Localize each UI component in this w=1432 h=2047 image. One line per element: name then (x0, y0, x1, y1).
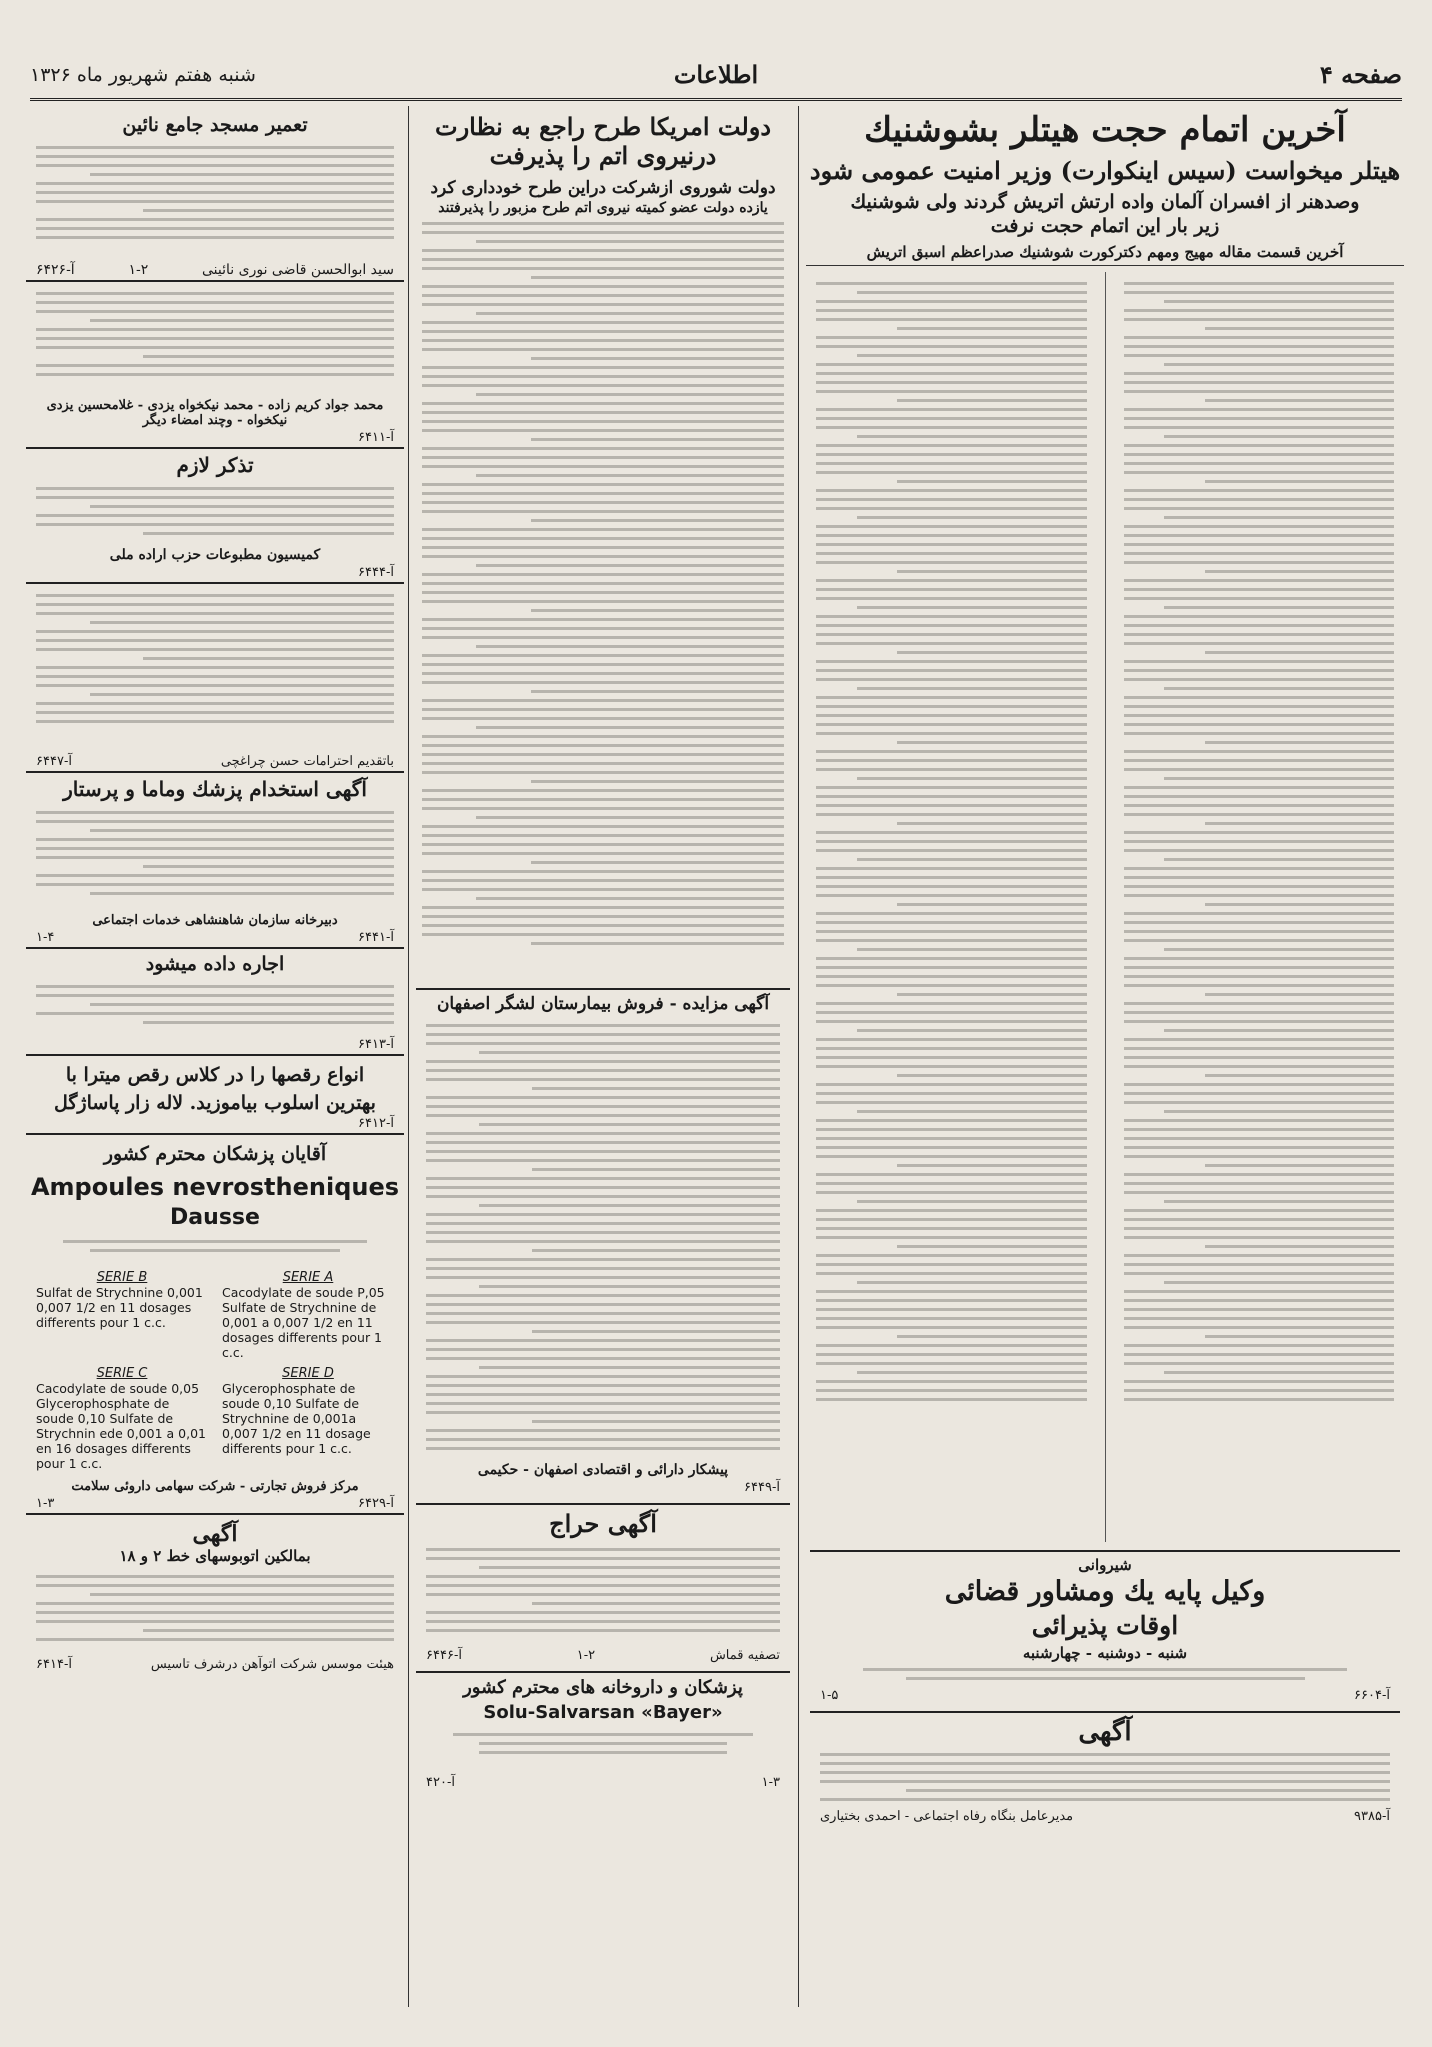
ad-title: وکیل پایه یك ومشاور قضائی (944, 1576, 1266, 1607)
ad-number: ۱-۵ (820, 1688, 839, 1703)
series-item: SERIE C Cacodylate de soude 0,05 Glycerophosphate de soude 0,10 Sulfate de Strychnin ede 0,001 a 0,01 en 16 dosages differents pour 1 c.c. (36, 1366, 206, 1471)
ad-signature: تصفیه قماش (709, 1648, 780, 1663)
notice-code: آ-۶۴۱۱ (358, 430, 394, 445)
ad-signature: مدیرعامل بنگاه رفاه اجتماعی - احمدی بختیاری (820, 1809, 1074, 1824)
ad-code: آ-۶۴۴۶ (426, 1648, 462, 1663)
ad-auction (416, 988, 790, 1497)
series-item: SERIE A Cacodylate de soude P,05 Sulfate de Strychnine de 0,001 a 0,007 1/2 en 11 dosages differents pour 1 c.c. (222, 1270, 385, 1360)
column-rule (408, 106, 409, 2007)
notice-signatories: محمد جواد کریم زاده - محمد نیکخواه یزدی - غلامحسین یزدی نیکخواه - وچند امضاء دیگر (46, 398, 384, 428)
ad-salvarsan (416, 1671, 790, 1792)
headline: دولت امریکا طرح راجع به نظارت (434, 112, 772, 141)
ad-number: ۱-۳ (761, 1775, 780, 1790)
ad-title: پزشکان و داروخانه های محترم کشور (463, 1677, 743, 1698)
ad-dance-line1: انواع رقصها را در کلاس رقص میترا با (65, 1064, 365, 1086)
ad-subtitle: اوقات پذیرائی (1031, 1611, 1179, 1640)
ad-code: آ-۶۴۴۹ (744, 1480, 780, 1495)
notice-signature: دبیرخانه سازمان شاهنشاهی خدمات اجتماعی (92, 913, 338, 928)
notice-subtitle: بمالکین اتوبوسهای خط ۲ و ۱۸ (119, 1547, 311, 1565)
ad-code: آ-۹۳۸۵ (1354, 1809, 1390, 1824)
column-rule (798, 106, 799, 2007)
ad-signature: پیشکار دارائی و اقتصادی اصفهان - حکیمی (477, 1462, 729, 1478)
notice-code: آ-۶۴۴۷ (36, 754, 72, 769)
subheadline: زیر بار این اتمام حجت نرفت (990, 215, 1220, 237)
notice-code: آ-۶۴۲۶ (36, 262, 75, 278)
notice-signature: باتقدیم احترامات حسن چراغچی (220, 754, 394, 769)
notice-signature: سید ابوالحسن قاضی نوری نائینی (201, 262, 394, 278)
ad-title: آگهی مزایده - فروش بیمارستان لشگر اصفهان (436, 994, 770, 1014)
product-series-grid (26, 1266, 404, 1475)
series-item: SERIE B Sulfat de Strychnine 0,001 0,007 1/2 en 11 dosages differents pour 1 c.c. (36, 1270, 203, 1330)
ad-code: آ-۶۶۰۴ (1354, 1688, 1390, 1703)
headline: درنیروی اتم را پذیرفت (489, 141, 717, 170)
ad-auction-sale (416, 1503, 790, 1665)
notice-number: ۱-۳ (36, 1496, 55, 1511)
notice-code: آ-۶۴۲۹ (358, 1496, 394, 1511)
column-right (806, 106, 1404, 2007)
notice-number: ۱-۴ (36, 930, 55, 945)
ad-title: آقایان پزشکان محترم کشور (103, 1143, 327, 1165)
article-body (422, 222, 784, 982)
notice-code: آ-۶۴۱۲ (358, 1116, 394, 1131)
masthead (30, 58, 1402, 101)
notice-signature: کمیسیون مطبوعات حزب اراده ملی (109, 547, 321, 563)
notice-title: آگهی استخدام پزشك وماما و پرستار (63, 777, 367, 801)
ad-days: شنبه - دوشنبه - چهارشنبه (1022, 1644, 1188, 1662)
notice-code: آ-۶۴۴۱ (358, 930, 394, 945)
ad-title: آگهی (1078, 1717, 1132, 1747)
product-name: Ampoules nevrostheniques (30, 1173, 400, 1201)
notice-title: تعمیر مسجد جامع نائین (122, 114, 308, 136)
ad-notice (810, 1711, 1400, 1826)
text-column (1124, 276, 1395, 1538)
page-number: صفحه ۴ (1319, 60, 1402, 89)
notice-number: ۱-۲ (128, 262, 149, 278)
series-item: SERIE D Glycerophosphate de soude 0,10 Sulfate de Strychnine de 0,001a 0,007 1/2 en 11 dosage differents pour 1 c.c. (222, 1366, 371, 1456)
paper-name: اطلاعات (673, 60, 759, 89)
ad-signature: مرکز فروش تجارتی - شرکت سهامی داروئی سلامت (71, 1479, 359, 1494)
product-brand: Dausse (170, 1205, 260, 1230)
issue-date: شنبه هفتم شهریور ماه ۱۳۲۶ (30, 64, 256, 86)
column-middle (412, 106, 794, 2007)
notice-code: آ-۶۴۱۳ (358, 1037, 394, 1052)
notice-title: تذکر لازم (176, 453, 254, 477)
ad-code: آ-۴۲۰ (426, 1775, 455, 1790)
notice-title: آگهی (192, 1521, 238, 1547)
notice-code: آ-۶۴۱۴ (36, 1657, 72, 1672)
notice-signature: هیئت موسس شرکت اتوآهن درشرف تاسیس (150, 1657, 394, 1672)
subheadline: یازده دولت عضو کمیته نیروی اتم طرح مزبور را پذیرفتند (438, 200, 768, 216)
notice-code: آ-۶۴۴۴ (358, 565, 394, 580)
ad-number: ۱-۲ (576, 1648, 596, 1663)
column-left (26, 106, 404, 2007)
text-column (816, 276, 1087, 1538)
headline: آخرین اتمام حجت هیتلر بشوشنیك (864, 110, 1346, 150)
notice-title: اجاره داده میشود (145, 953, 285, 975)
subheadline: دولت شوروی ازشرکت دراین طرح خودداری کرد (430, 178, 776, 198)
ad-dance-line2: بهترین اسلوب بیاموزید. لاله زار پاساژگل (54, 1092, 376, 1114)
ad-tag: شیروانی (1078, 1556, 1132, 1574)
subheadline: وصدهنر از افسران آلمان واده ارتش اتریش گردند ولی شوشنیك (850, 191, 1360, 213)
article-intro: آخرین قسمت مقاله مهیج ومهم دکترکورت شوشنیك صدراعظم اسبق اتریش (806, 243, 1404, 266)
ad-title: آگهی حراج (549, 1509, 657, 1538)
ad-lawyer (810, 1550, 1400, 1705)
article-body (806, 272, 1404, 1542)
ad-brand: Solu-Salvarsan «Bayer» (483, 1702, 723, 1723)
subheadline: هیتلر میخواست (سیس اینکوارت) وزیر امنیت عمومی شود (809, 156, 1401, 185)
